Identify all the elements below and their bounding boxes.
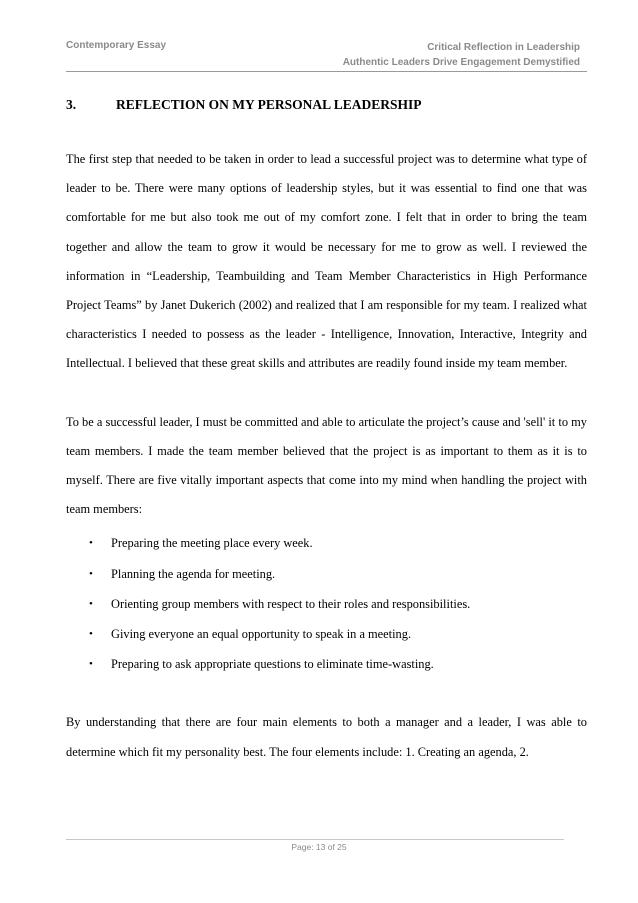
header-title-line2: Authentic Leaders Drive Engagement Demystified (342, 57, 580, 68)
list-item (66, 559, 587, 589)
page-header (66, 36, 586, 70)
list-item (66, 589, 587, 619)
body-text (66, 145, 587, 767)
aspects-list (66, 528, 587, 679)
paragraph-spacer (66, 379, 587, 408)
section-title: REFLECTION ON MY PERSONAL LEADERSHIP (116, 97, 422, 112)
list-item (66, 649, 587, 679)
list-item-text: Planning the agenda for meeting. (111, 566, 276, 581)
header-essay-type: Contemporary Essay (66, 40, 167, 51)
header-divider (66, 71, 587, 72)
list-item-text: Giving everyone an equal opportunity to speak in a meeting. (111, 627, 412, 641)
bullet-icon: • (89, 628, 93, 640)
paragraph-1: The first step that needed to be taken in order to lead a successful project was to determine what type of leader to be. There were many options of leadership styles, but it was essential to find one that was comfortable for me but also took me out of my comfort zone. I felt that in order to bring the team together and allow the team to grow it would be necessary for me to grow as well. I reviewed the information in “Leadership, Teambuilding and Team Member Characteristics in High Performance Project Teams” by Janet Dukerich (2002) and realized that I am responsible for my team. I realized what characteristics I needed to possess as the leader - Intelligence, Innovation, Interactive, Integrity and Intellectual. I believed that these great skills and attributes are readily found inside my team member. (66, 152, 587, 371)
footer-divider (66, 839, 564, 840)
bullet-icon: • (89, 658, 93, 671)
list-item-text: Preparing to ask appropriate questions to eliminate time-wasting. (111, 657, 434, 672)
paragraph-2: To be a successful leader, I must be committed and able to articulate the project’s cause and 'sell' it to my team members. I made the team member believed that the project is as important to them as it is to myself. There are five vitally important aspects that come into my mind when handling the project with team members: (66, 414, 587, 517)
list-item-text: Preparing the meeting place every week. (111, 536, 313, 551)
list-item (66, 528, 587, 558)
section-number: 3. (66, 97, 77, 112)
page-number: Page: 13 of 25 (291, 842, 347, 852)
bullet-icon: • (89, 537, 93, 550)
list-item-text: Orienting group members with respect to their roles and responsibilities. (111, 596, 471, 611)
header-title-line1: Critical Reflection in Leadership (427, 42, 580, 53)
bullet-icon: • (89, 567, 93, 580)
paragraph-spacer (66, 679, 587, 708)
list-item (66, 619, 587, 649)
bullet-icon: • (89, 597, 93, 610)
header-titles (343, 40, 580, 70)
paragraph-3: By understanding that there are four main elements to both a manager and a leader, I was able to determine which fit my personality best. The four elements include: 1. Creating an agenda, 2. (66, 715, 587, 759)
